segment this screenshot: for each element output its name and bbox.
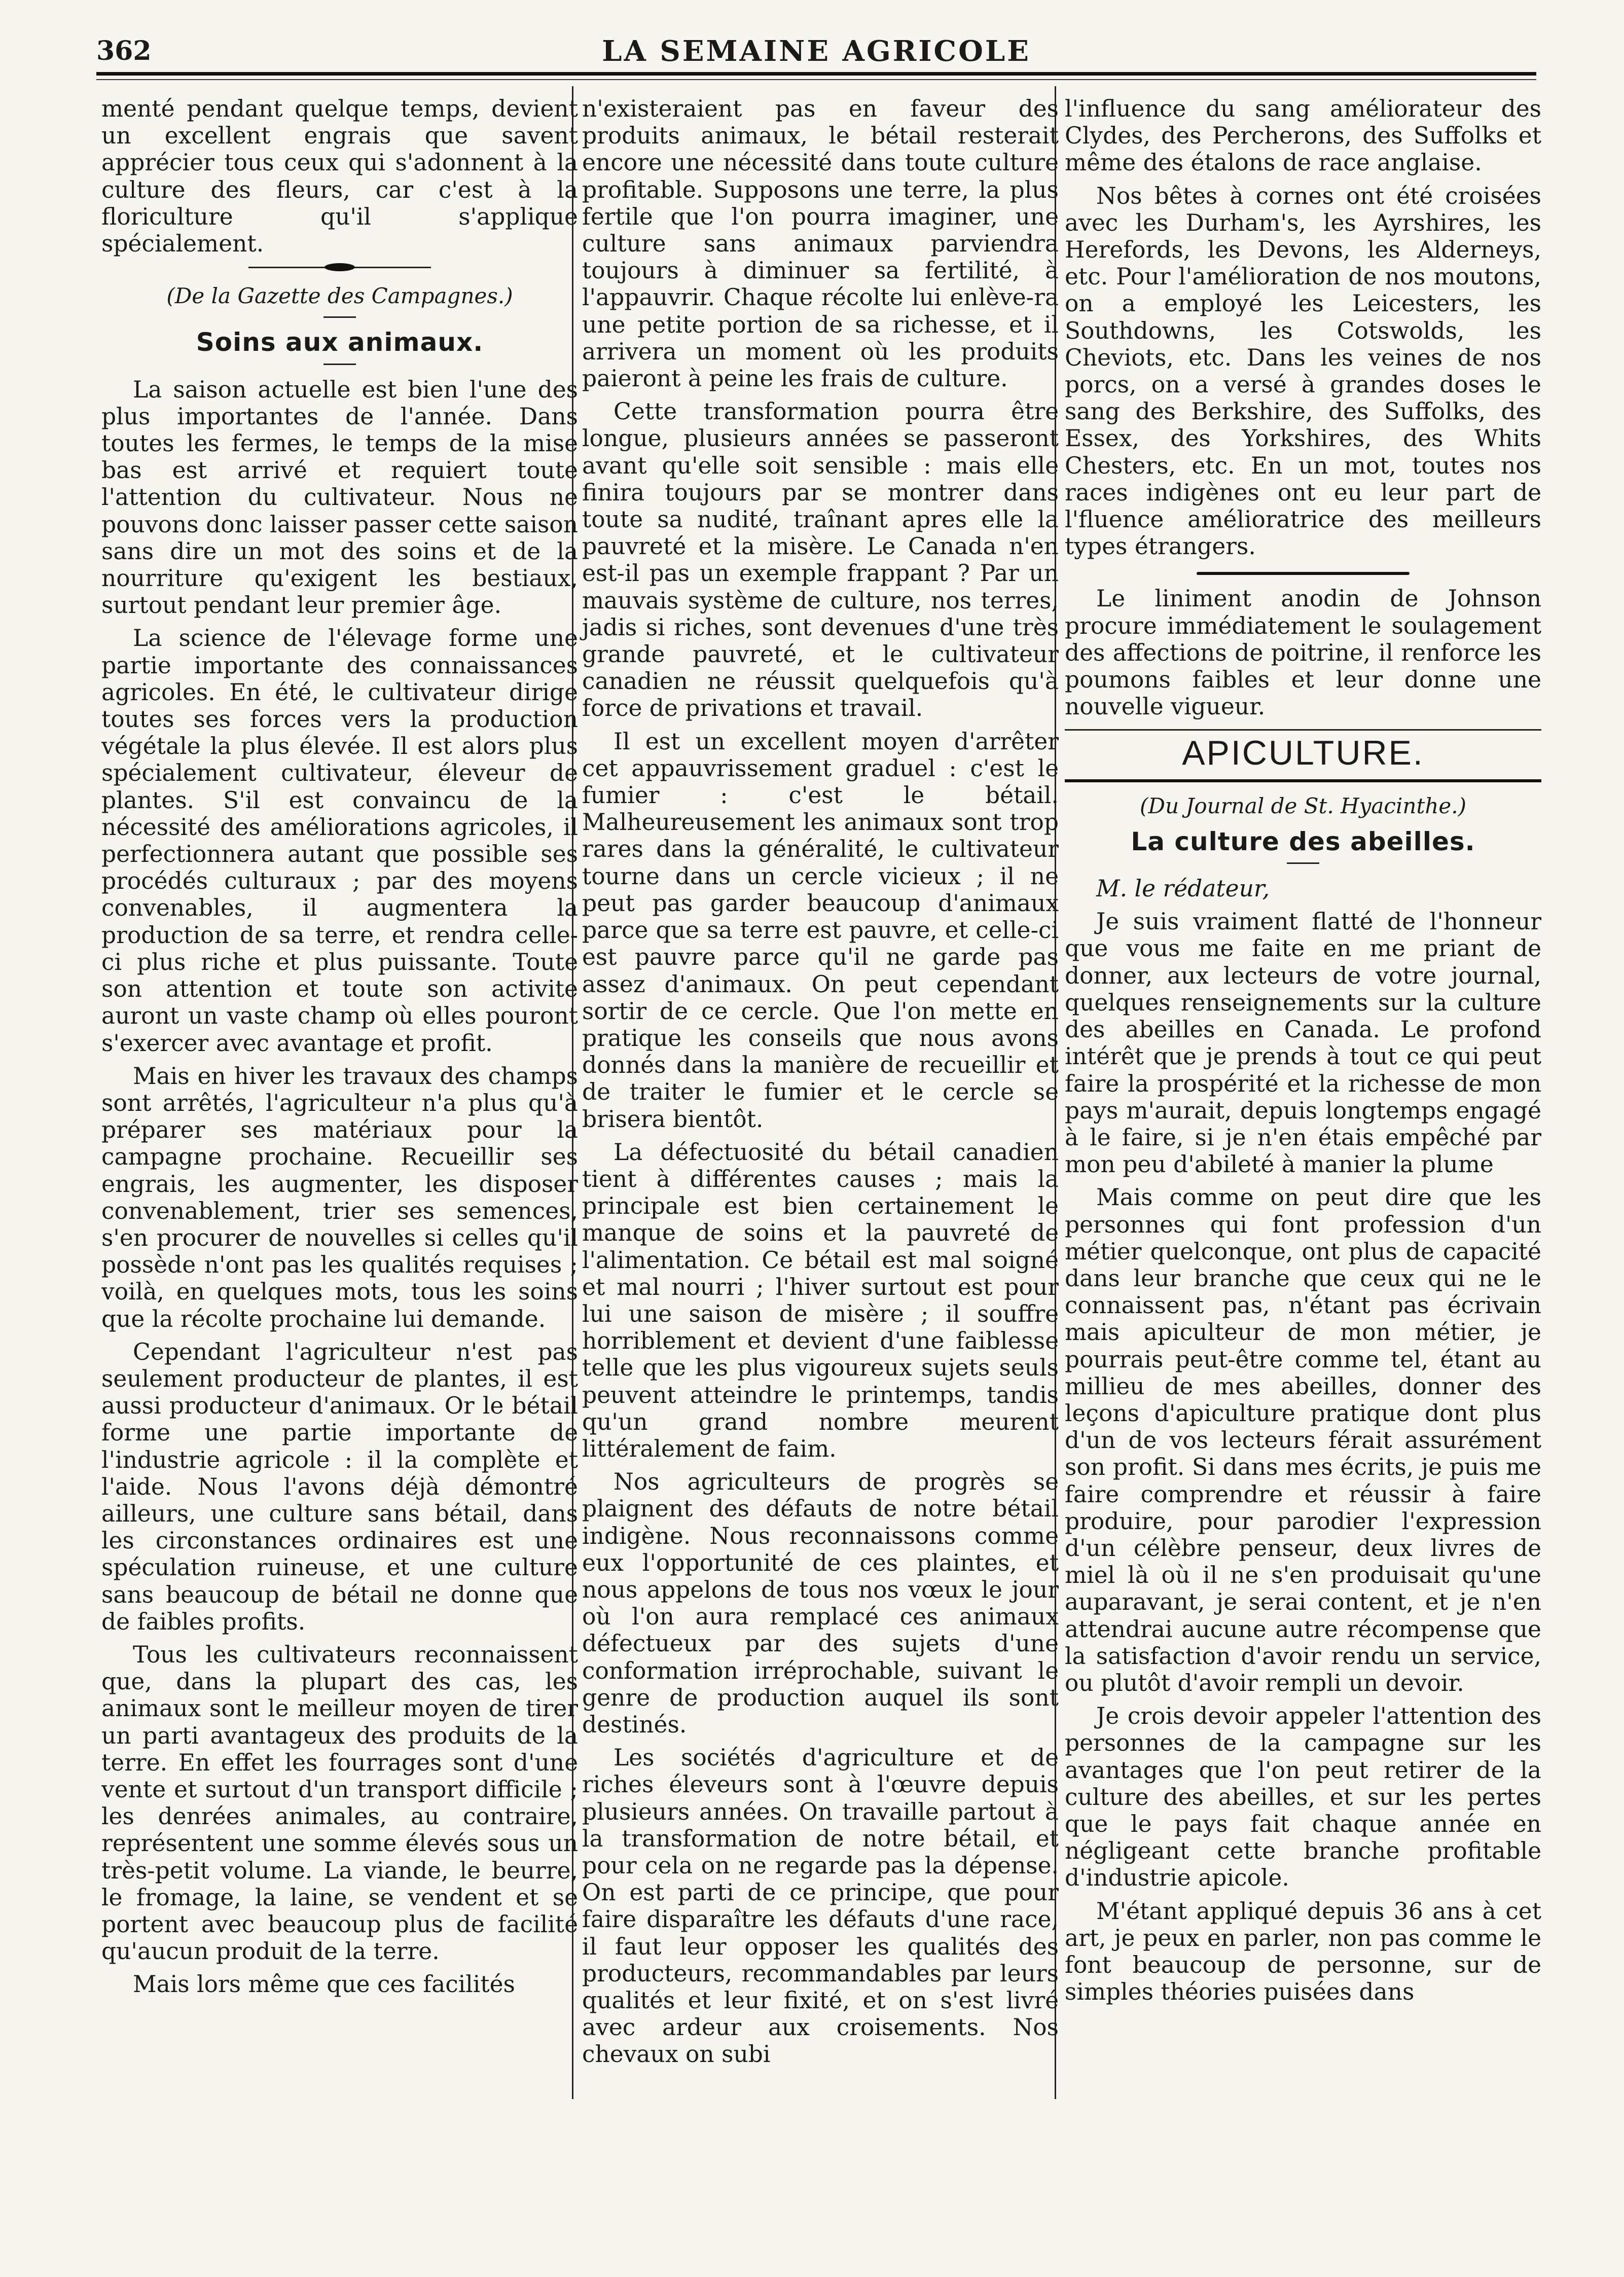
salutation: M. le rédateur, — [1096, 875, 1270, 902]
header-rule-thin — [96, 79, 1536, 80]
page-header — [96, 30, 1536, 71]
article-source: (Du Journal de St. Hyacinthe.) — [1140, 793, 1466, 818]
paragraph: Mais lors même que ces facilités — [133, 1971, 515, 1998]
article-source: (De la Gazette des Campagnes.) — [166, 283, 513, 309]
page-number: 362 — [96, 35, 152, 66]
dash-divider — [1287, 862, 1319, 864]
paragraph: Nos agriculteurs de progrès se plaignent des défauts de notre bétail indigène. Nous reconnaissons comme eux l'opportunité de ces plaintes, et nous appelons de tous nos vœux le jour où l'on aura remplacé ces animaux défectueux par des sujets d'une conformation irréprochable, suivant le genre de production auquel ils sont destinés. — [582, 1468, 1059, 1738]
column-3 — [1065, 95, 1541, 2011]
paragraph: La saison actuelle est bien l'une des plus importantes de l'année. Dans toutes les fermes, le temps de la mise bas est arrivé et requiert toute l'attention du cultivateur. Nous ne pouvons donc laisser passer cette saison sans dire un mot des soins et de la nourriture qu'exigent les bestiaux, surtout pendant leur premier âge. — [101, 376, 578, 619]
paragraph: La science de l'élevage forme une partie importante des connaissances agricoles. En été, le cultivateur dirige toutes ses forces vers la production végétale la plus élevée. Il est alors plus spécialement cultivateur, éleveur de plantes. S'il est convaincu de la nécessité des améliorations agricoles, il perfectionnera autant que possible ses procédés culturaux ; par des moyens convenables, il augmentera la production de sa terre, et rendra celle-ci plus riche et plus puissante. Toute son attention et toute son activite auront un vaste champ où elles pouront s'exercer avec avantage et profit. — [101, 625, 578, 1057]
paragraph: Tous les cultivateurs reconnaissent que, dans la plupart des cas, les animaux sont le meilleur moyen de tirer un parti avantageux des produits de la terre. En effet les fourrages sont d'une vente et surtout d'un transport difficile ; les denrées animales, au contraire, représentent une somme élevés sous un très-petit volume. La viande, le beurre, le fromage, la laine, se vendent et se portent avec beaucoup plus de facilité qu'aucun produit de la terre. — [101, 1641, 578, 1965]
paragraph: M'étant appliqué depuis 36 ans à cet art, je peux en parler, non pas comme le font beaucoup de personne, sur de simples théories puisées dans — [1065, 1897, 1541, 2006]
paragraph: Mais comme on peut dire que les personnes qui font profession d'un métier quelconque, ont plus de capacité dans leur branche que ceux qui ne le connaissent pas, n'étant pas écrivain mais apiculteur de mon métier, je pourrais peut-être comme tel, étant au millieu de mes abeilles, donner des leçons d'apiculture pratique dont plus d'un de vos lecteurs férait assurément son profit. Si dans mes écrits, je puis me faire comprendre et réussir à faire produire, pour parodier l'expression d'un célèbre penseur, deux livres de miel là où il ne s'en produisait qu'une auparavant, je serai content, et je n'en attendrai aucune autre récompense que la satisfaction d'avoir rendu un service, ou plutôt d'avoir rempli un devoir. — [1065, 1184, 1541, 1696]
article-title: Soins aux animaux. — [196, 328, 484, 357]
paragraph: Mais en hiver les travaux des champs sont arrêtés, l'agriculteur n'a plus qu'à préparer ses matériaux pour la campagne prochaine. Recueillir ses engrais, les augmenter, les disposer convenablement, trier ses semences, s'en procurer de nouvelles si celles qu'il possède n'ont pas les qualités requises ; voilà, en quelques mots, tous les soins que la récolte prochaine lui demande. — [101, 1062, 578, 1332]
section-rule — [1065, 729, 1541, 731]
dash-divider — [323, 364, 356, 365]
section-rule-thick — [1065, 779, 1541, 782]
paragraph: Nos bêtes à cornes ont été croisées avec les Durham's, les Ayrshires, les Herefords, les Devons, les Alderneys, etc. Pour l'amélioration de nos moutons, on a employé les Leicesters, les Southdowns, les Cotswolds, les Cheviots, etc. Dans les veines de nos porcs, on a versé à grandes doses le sang des Berkshire, des Suffolks, des Essex, des Yorkshires, des Whits Chesters, etc. En un mot, toutes nos races indigènes ont eu leur part de l'fluence amélioratrice des meilleurs types étrangers. — [1065, 182, 1541, 560]
paragraph: l'influence du sang améliorateur des Clydes, des Percherons, des Suffolks et même des étalons de race anglaise. — [1065, 95, 1541, 176]
ornament-divider — [1197, 572, 1410, 575]
ornament-divider — [248, 263, 431, 271]
article-title: La culture des abeilles. — [1131, 826, 1475, 856]
paragraph: n'existeraient pas en faveur des produits animaux, le bétail resterait encore une nécessité dans toute culture profitable. Supposons une terre, la plus fertile que l'on pourra imaginer, une culture sans animaux parviendra toujours à diminuer sa fertilité, à l'appauvrir. Chaque récolte lui enlève-ra une petite portion de sa richesse, et il arrivera un moment où les produits paieront à peine les frais de culture. — [582, 95, 1059, 392]
paragraph: Les sociétés d'agriculture et de riches éleveurs sont à l'œuvre depuis plusieurs années. On travaille partout à la transformation de notre bétail, et pour cela on ne regarde pas la dépense. On est parti de ce principe, que pour faire disparaître les défauts d'une race, il faut leur opposer les qualités des producteurs, recommandables par leurs qualités et leur fixité, et on s'est livré avec ardeur aux croisements. Nos chevaux on subi — [582, 1744, 1059, 2068]
header-rule — [96, 72, 1536, 76]
paragraph: La défectuosité du bétail canadien tient à différentes causes ; mais la principale est bien certainement le manque de soins et la pauvreté de l'alimentation. Ce bétail est mal soigné et mal nourri ; l'hiver surtout est pour lui une saison de misère ; il souffre horriblement et devient d'une faiblesse telle que les plus vigoureux sujets seuls peuvent atteindre le printemps, tandis qu'un grand nombre meurent littéralement de faim. — [582, 1138, 1059, 1462]
paragraph: Je crois devoir appeler l'attention des personnes de la campagne sur les avantages que l'on peut retirer de la culture des abeilles, et sur les pertes que le pays fait chaque année en négligeant cette branche profitable d'industrie apicole. — [1065, 1703, 1541, 1892]
paragraph: Il est un excellent moyen d'arrêter cet appauvrissement graduel : c'est le fumier : c'est le bétail. Malheureusement les animaux sont trop rares dans la généralité, le cultivateur tourne dans un cercle vicieux ; il ne peut pas garder beaucoup d'animaux parce que sa terre est pauvre, et celle-ci est pauvre parce qu'il ne garde pas assez d'animaux. On peut cependant sortir de ce cercle. Que l'on mette en pratique les conseils que nous avons donnés dans la manière de recueillir et de traiter le fumier et le cercle se brisera bientôt. — [582, 728, 1059, 1133]
paragraph: menté pendant quelque temps, devient un excellent engrais que savent apprécier tous ceux qui s'adonnent à la culture des fleurs, car c'est à la floriculture qu'il s'applique spécialement. — [101, 95, 578, 258]
running-title: LA SEMAINE AGRICOLE — [602, 34, 1031, 68]
dash-divider — [323, 316, 356, 318]
paragraph: Cependant l'agriculteur n'est pas seulement producteur de plantes, il est aussi producteur d'animaux. Or le bétail forme une partie importante de l'industrie agricole : il la complète et l'aide. Nous l'avons déjà démontré ailleurs, une culture sans bétail, dans les circonstances ordinaires est une spéculation ruineuse, et une culture sans beaucoup de bétail ne donne que de faibles profits. — [101, 1338, 578, 1635]
paragraph: Je suis vraiment flatté de l'honneur que vous me faite en me priant de donner, aux lecteurs de votre journal, quelques renseignements sur la culture des abeilles en Canada. Le profond intérêt que je prends à tout ce qui peut faire la prospérité et la richesse de mon pays m'aurait, depuis longtemps engagé à le faire, si je n'en étais empêché par mon peu d'abileté à manier la plume — [1065, 908, 1541, 1178]
column-1 — [101, 95, 578, 2004]
section-heading: APICULTURE. — [1182, 734, 1424, 773]
advertisement: Le liniment anodin de Johnson procure immédiatement le soulagement des affections de poitrine, il renforce les poumons faibles et leur donne une nouvelle vigueur. — [1065, 585, 1541, 720]
column-2 — [582, 95, 1059, 2074]
paragraph: Cette transformation pourra être longue, plusieurs années se passeront avant qu'elle soit sensible : mais elle finira toujours par se montrer dans toute sa nudité, traînant apres elle la pauvreté et la misère. Le Canada n'en est-il pas un exemple frappant ? Par un mauvais système de culture, nos terres, jadis si riches, sont devenues d'une très grande pauvreté, et le cultivateur canadien ne réussit quelquefois qu'à force de privations et travail. — [582, 398, 1059, 722]
